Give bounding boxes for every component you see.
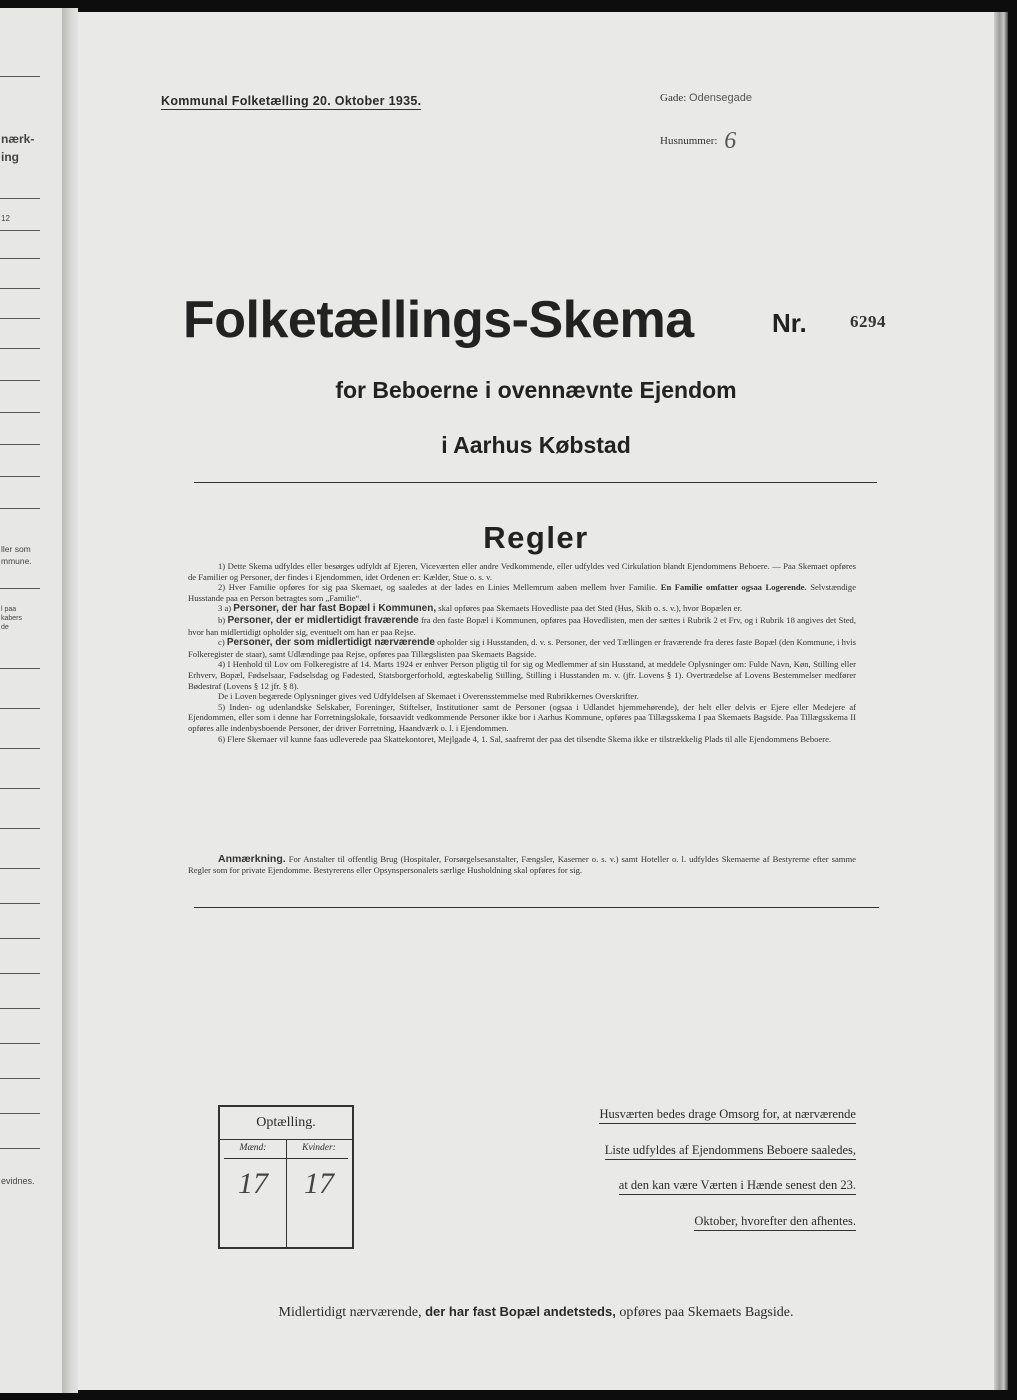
form-number-value: 6294 (850, 312, 886, 331)
census-form-page (78, 12, 994, 1390)
men-label: Mænd: (239, 1143, 267, 1153)
form-rule (0, 903, 40, 904)
left-fragment: mmune. (1, 556, 32, 566)
form-rule (0, 708, 40, 709)
left-fragment: 12 (1, 214, 10, 223)
left-fragment: nærk- (1, 132, 35, 146)
left-fragment: de (1, 624, 9, 631)
rules-text (188, 561, 856, 744)
rule-3a: 3 a) Personer, der har fast Bopæl i Kommunen, skal opføres paa Skemaets Hovedliste paa det Sted (Hus, Skib o. s. v.), hvor Bopælen er. (218, 603, 743, 615)
census-header-title: Kommunal Folketælling 20. Oktober 1935. (161, 94, 422, 108)
form-rule (0, 668, 40, 669)
remark-text: For Anstalter til offentlig Brug (Hospitaler, Forsørgelsesanstalter, Fængsler, Kaserner o. s. v.) samt Hoteller o. l. udfyldes Skemaerne af Bestyrerne efter samme Regler som for private Ejendomme. Bestyrerens eller Opsynspersonalets særlige Husholdning skal opføres for sig. (188, 854, 856, 875)
notice-line: at den kan være Værten i Hænde senest den 23. (619, 1178, 856, 1195)
street-field (660, 92, 752, 104)
footer-text: opføres paa Skemaets Bagside. (619, 1305, 794, 1320)
form-rule (0, 258, 40, 259)
count-box-line (224, 1158, 348, 1159)
form-rule (0, 748, 40, 749)
rule-2: 2) Hver Familie opføres for sig paa Skemaet, og saaledes at der lades en Linies Mellemrum aaben mellem hver Familie. En Familie omfatter ogsaa Logerende. Selvstændige Husstande paa en Person betragtes som „Familie“. (188, 582, 857, 603)
women-label: Kvinder: (302, 1143, 336, 1153)
form-rule (0, 1078, 40, 1079)
form-rule (0, 1148, 40, 1149)
rule-3b: b) Personer, der er midlertidigt fraværende fra den faste Bopæl i Kommunen, opføres paa Hovedlisten, men der sættes i Rubrik 2 et Frv, og i Rubrik 18 angives det Sted, hvor han midlertidigt opholder sig, eventuelt om han er paa Rejse. (188, 614, 856, 637)
divider (194, 482, 877, 483)
notice-line: Husværten bedes drage Omsorg for, at nærværende (599, 1107, 856, 1124)
house-number-label: Husnummer: (660, 135, 718, 147)
form-rule (0, 230, 40, 231)
remark (188, 854, 856, 876)
left-fragment: ing (1, 150, 19, 164)
form-rule (0, 476, 40, 477)
form-rule (0, 1008, 40, 1009)
form-rule (0, 508, 40, 509)
left-fragment: l paa (1, 606, 17, 613)
footer-text-bold: der har fast Bopæl andetsteds, (425, 1304, 616, 1319)
form-rule (0, 938, 40, 939)
page-edge (994, 12, 1008, 1390)
form-rule (0, 348, 40, 349)
rule-3c: c) Personer, der som midlertidigt nærværende opholder sig i Husstanden, d. v. s. Personer, der ved Tællingen er fraværende fra deres faste Bopæl (den Kommune, i hvis Folkeregister de staar), samt Udlændinge paa Rejse, opføres paa Tillægslisten paa Skemaets Bagside. (188, 637, 857, 659)
form-rule (0, 1113, 40, 1114)
book-gutter (62, 8, 78, 1393)
count-box-title: Optælling. (220, 1107, 352, 1140)
remark-label: Anmærkning. (218, 853, 286, 865)
footer-text: Midlertidigt nærværende, (278, 1305, 422, 1320)
women-count: 17 (304, 1167, 334, 1200)
form-subtitle-city: i Aarhus Købstad (441, 432, 631, 458)
rule-6: 6) Flere Skemaer vil kunne faas udleverede paa Skattekontoret, Mejlgade 4, 1. Sal, saafremt der paa det tilsendte Skema ikke er tilstrækkelig Plads til alle Ejendommens Beboere. (218, 733, 832, 744)
rules-heading: Regler (483, 520, 589, 555)
notice-line: Oktober, hvorefter den afhentes. (694, 1214, 856, 1231)
men-count: 17 (238, 1167, 268, 1200)
left-fragment: ller som (1, 544, 31, 554)
rule-1: 1) Dette Skema udfyldes eller besørges udfyldt af Ejeren, Viceværten eller andre Vedkommende, eller udfyldes ved Cirkulation blandt Ejendommens Beboere. — Paa Skemaet opføres de Familier og Personer, der findes i Ejendommen, idet Ordenen er: Kælder, Stue o. s. v. (188, 561, 856, 582)
form-rule (0, 788, 40, 789)
rule-4: 4) I Henhold til Lov om Folkeregistre af 14. Marts 1924 er enhver Person pligtig til for sig og Medlemmer af sin Husstand, at meddele Oplysninger om: Fulde Navn, Køn, Stilling eller Erhverv, Bopæl, Fødselsaar, Fødselsdag og Fødested, Statsborgerforhold, ægteskabelig Stilling, Stilling i Husstanden m. v. (jfr. Lovens § 1). Overtrædelse af Lovens Bestemmelser medfører Bødestraf (Lovens § 12 jfr. § 8). (188, 659, 856, 691)
form-rule (0, 1043, 40, 1044)
rule-5: 5) Inden- og udenlandske Selskaber, Foreninger, Stiftelser, Institutioner samt de Personer (ogsaa i Udlandet hjemmehørende), der helt eller delvis er Ejere eller Medejere af Ejendommen, eller som i denne har Forretningslokale, forsaavidt vedkommende Personer ikke bor i Aarhus Kommune, opføres paa Tillægsskema I paa Skemaets Bagside. Paa Tillægsskema II opføres alle indenbysboende Personer, der driver Forretning, Haandværk o. l. i Ejendommen. (188, 701, 856, 733)
house-number-field (660, 128, 736, 155)
form-rule (0, 288, 40, 289)
left-fragment: kabers (1, 615, 23, 622)
form-rule (0, 868, 40, 869)
form-rule (0, 380, 40, 381)
left-adjacent-page (0, 8, 62, 1393)
form-number-label: Nr. (772, 308, 807, 338)
divider (194, 907, 879, 908)
form-rule (0, 444, 40, 445)
house-number-value: 6 (724, 128, 737, 154)
form-rule (0, 588, 40, 589)
left-fragment: evidnes. (1, 1176, 35, 1186)
form-rule (0, 973, 40, 974)
street-label: Gade: (660, 92, 687, 104)
count-box (218, 1105, 354, 1249)
form-rule (0, 76, 40, 77)
form-subtitle: for Beboerne i ovennævnte Ejendom (335, 377, 737, 403)
form-rule (0, 198, 40, 199)
form-title: Folketællings-Skema (183, 291, 694, 349)
footer-note (78, 1304, 994, 1321)
rule-4b: De i Loven begærede Oplysninger gives ved Udfyldelsen af Skemaet i Overensstemmelse med Rubrikkernes Overskrifter. (218, 691, 639, 702)
street-value: Odensegade (689, 92, 753, 104)
form-rule (0, 318, 40, 319)
form-rule (0, 412, 40, 413)
landlord-notice (516, 1097, 856, 1239)
form-rule (0, 828, 40, 829)
notice-line: Liste udfyldes af Ejendommens Beboere saaledes, (605, 1143, 856, 1160)
